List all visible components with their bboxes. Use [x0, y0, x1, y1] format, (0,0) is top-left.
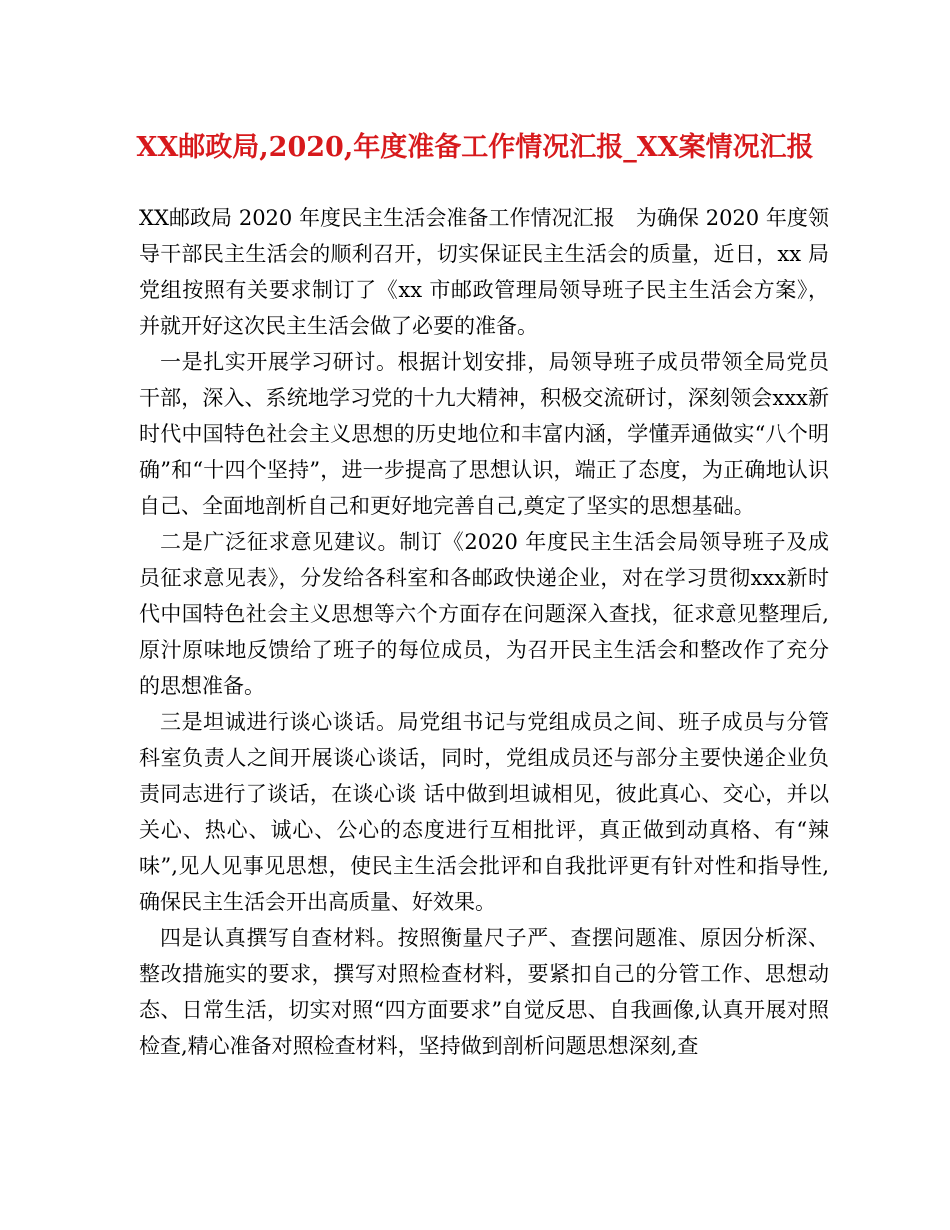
talks-paragraph: 三是坦诚进行谈心谈话。局党组书记与党组成员之间、班子成员与分管科室负责人之间开展谈心谈话，同时，党组成员还与部分主要快递企业负责同志进行了谈话，在谈心谈 话中做到坦诚相见，彼此真心、交心，并以关心、热心、诚心、公心的态度进行互相批评，真正做到动真格、有“辣味”,见人见事见思想，使民主生活会批评和自我批评更有针对性和指导性,确保民主生活会开出高质量、好效果。	[139, 710, 829, 914]
document-title: XX邮政局,2020,年度准备工作情况汇报_XX案情况汇报	[136, 132, 814, 163]
opinions-paragraph: 二是广泛征求意见建议。制订《2020 年度民主生活会局领导班子及成员征求意见表》，分发给各科室和各邮政快递企业，对在学习贯彻xxx新时代中国特色社会主义思想等六个方面存在问题深入查找，征求意见整理后,原汁原味地反馈给了班子的每位成员，为召开民主生活会和整改作了充分的思想准备。	[139, 530, 829, 698]
self-check-paragraph: 四是认真撰写自查材料。按照衡量尺子严、查摆问题准、原因分析深、整改措施实的要求，撰写对照检查材料，要紧扣自己的分管工作、思想动态、日常生活，切实对照“四方面要求”自觉反思、自我画像,认真开展对照检查,精心准备对照检查材料，坚持做到剖析问题思想深刻,查	[139, 926, 829, 1058]
document-body	[139, 200, 829, 1064]
study-paragraph: 一是扎实开展学习研讨。根据计划安排，局领导班子成员带领全局党员干部，深入、系统地学习党的十九大精神，积极交流研讨，深刻领会xxx新时代中国特色社会主义思想的历史地位和丰富内涵，学懂弄通做实“八个明确”和“十四个坚持”，进一步提高了思想认识，端正了态度，为正确地认识自己、全面地剖析自己和更好地完善自己,奠定了坚实的思想基础。	[139, 350, 829, 518]
intro-paragraph: XX邮政局 2020 年度民主生活会准备工作情况汇报 为确保 2020 年度领导干部民主生活会的顺利召开，切实保证民主生活会的质量，近日，xx 局党组按照有关要求制订了《xx 市邮政管理局领导班子民主生活会方案》，并就开好这次民主生活会做了必要的准备。	[139, 206, 829, 338]
